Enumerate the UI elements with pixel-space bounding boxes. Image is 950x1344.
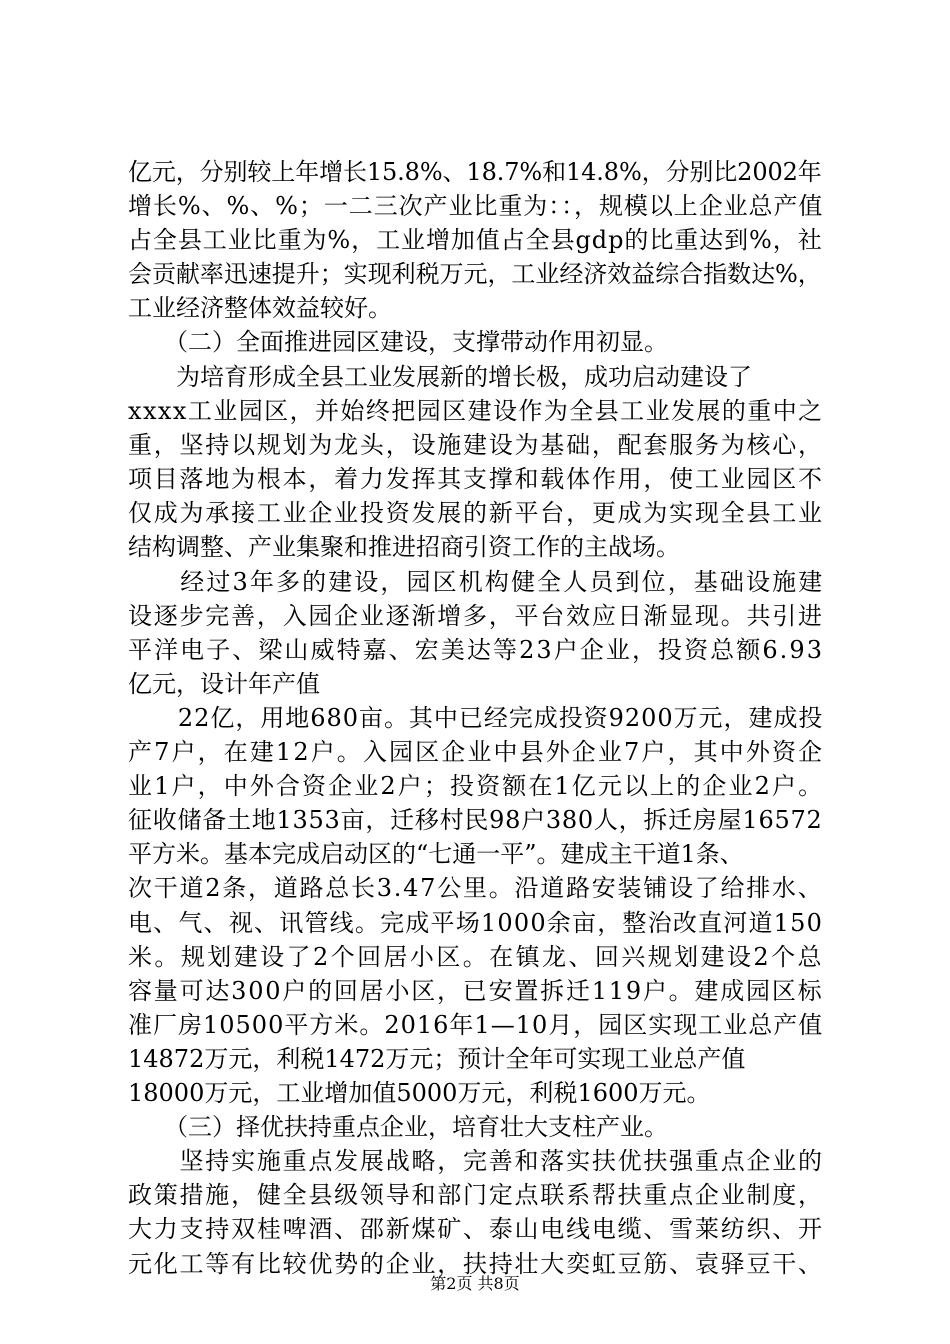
text-line: 产7户，在建12户。入园区企业中县外企业7户，其中外资企 [128,738,825,766]
text-line: 会贡献率迅速提升；实现利税万元，工业经济效益综合指数达%， [128,260,822,288]
text-line: 政策措施，健全县级领导和部门定点联系帮扶重点企业制度， [128,1181,824,1209]
text-line: xxxx工业园区，并始终把园区建设作为全县工业发展的重中之 [128,397,824,425]
text-line: 大力支持双桂啤酒、邵新煤矿、泰山电线电缆、雪莱纺织、开 [128,1215,824,1243]
text-line: 为培育形成全县工业发展新的增长极，成功启动建设了 [128,363,752,391]
text-line: 18000万元，工业增加值5000万元，利税1600万元。 [128,1079,711,1107]
text-line: 征收储备土地1353亩，迁移村民98户380人，拆迁房屋16572 [128,806,823,834]
text-line: 准厂房10500平方米。2016年1—10月，园区实现工业总产值 [128,1011,824,1039]
page-footer: 第2页 共8页 [430,1274,520,1293]
text-line: 次干道2条，道路总长3.47公里。沿道路安装铺设了给排水、 [128,874,824,902]
text-line: 亿元，分别较上年增长15.8%、18.7%和14.8%，分别比2002年 [128,158,822,186]
text-line: 工业经济整体效益较好。 [128,294,392,322]
text-line: 设逐步完善，入园企业逐渐增多，平台效应日渐显现。共引进 [128,602,824,630]
text-line: 占全县工业比重为%，工业增加值占全县gdp的比重达到%，社 [128,226,823,254]
text-line: 22亿，用地680亩。其中已经完成投资9200万元，建成投 [128,704,824,732]
text-line: 项目落地为根本，着力发挥其支撑和载体作用，使工业园区不 [128,465,824,493]
text-line: 电、气、视、讯管线。完成平场1000余亩，整治改直河道150 [128,909,824,937]
text-line: 重，坚持以规划为龙头，设施建设为基础，配套服务为核心， [128,431,824,459]
text-line: 增长%、%、%；一二三次产业比重为：：，规模以上企业总产值 [128,192,824,220]
text-line: 业1户，中外合资企业2户；投资额在1亿元以上的企业2户。 [128,772,825,800]
text-line: 结构调整、产业集聚和推进招商引资工作的主战场。 [128,533,680,561]
text-line: 亿元，设计年产值 [128,670,320,698]
text-line: （二）全面推进园区建设，支撑带动作用初显。 [128,328,668,356]
text-line: 经过3年多的建设，园区机构健全人员到位，基础设施建 [128,568,825,596]
text-line: （三）择优扶持重点企业，培育壮大支柱产业。 [128,1113,668,1141]
text-line: 14872万元，利税1472万元；预计全年可实现工业总产值 [128,1045,746,1073]
text-line: 容量可达300户的回居小区，已安置拆迁119户。建成园区标 [128,977,824,1005]
text-line: 平方米。基本完成启动区的“七通一平”。建成主干道1条、 [128,840,744,868]
text-line: 仅成为承接工业企业投资发展的新平台，更成为实现全县工业 [128,499,824,527]
text-line: 平洋电子、梁山威特嘉、宏美达等23户企业，投资总额6.93 [128,636,825,664]
text-line: 米。规划建设了2个回居小区。在镇龙、回兴规划建设2个总 [128,943,824,971]
text-line: 元化工等有比较优势的企业，扶持壮大奕虹豆筋、袁驿豆干、 [128,1250,824,1278]
text-line: 坚持实施重点发展战略，完善和落实扶优扶强重点企业的 [128,1147,824,1175]
